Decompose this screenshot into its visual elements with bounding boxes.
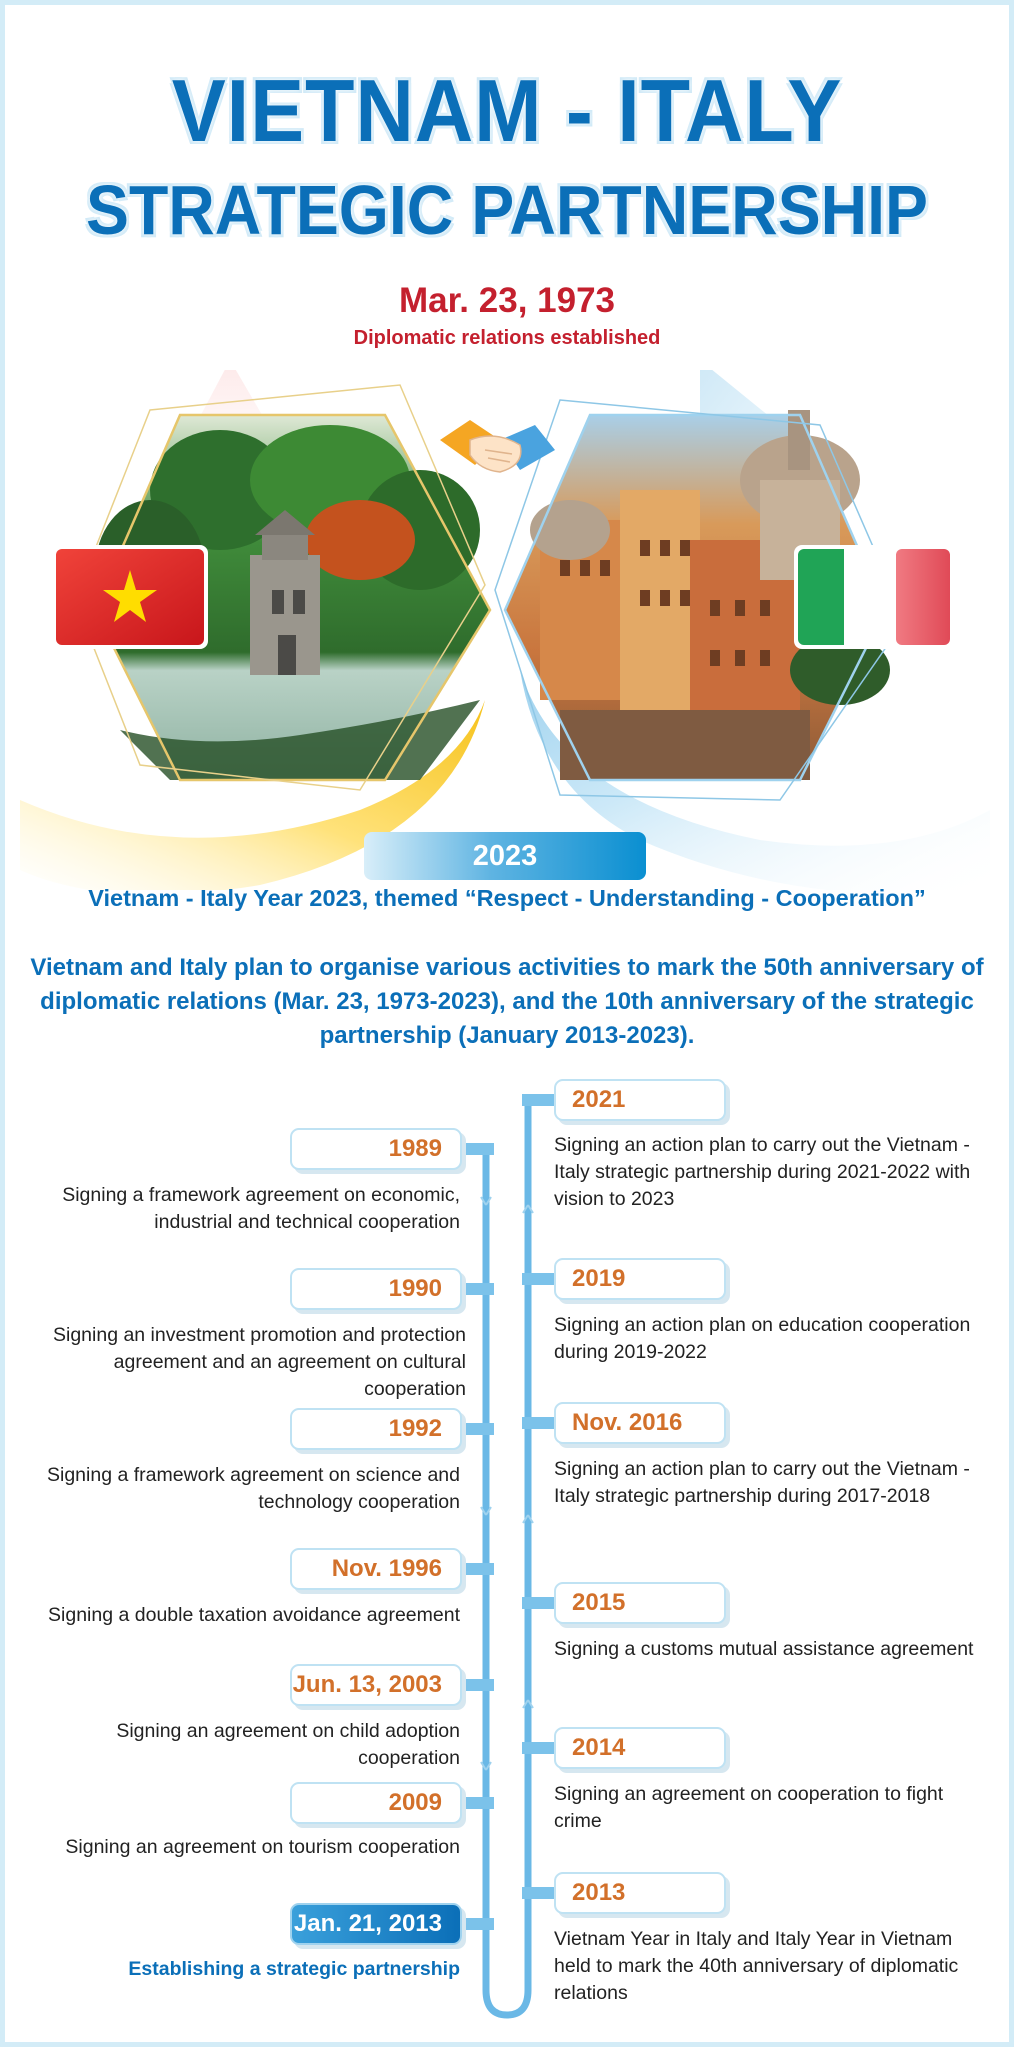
timeline-desc-2015: Signing a customs mutual assistance agreement xyxy=(554,1638,974,1660)
timeline-year-1990: 1990 xyxy=(290,1268,462,1310)
timeline xyxy=(0,1070,1014,2040)
established-label: Diplomatic relations established xyxy=(353,327,661,349)
timeline-year-1992: 1992 xyxy=(290,1408,462,1450)
year-2023-badge: 2023 xyxy=(364,832,646,880)
timeline-desc-nov-2016: Signing an action plan to carry out the Vietnam - Italy strategic partnership during 2017-2018 xyxy=(554,1458,970,1507)
timeline-desc-jun-2003: Signing an agreement on child adoption cooperation xyxy=(116,1720,460,1769)
timeline-desc-2019: Signing an action plan on education cooperation during 2019-2022 xyxy=(554,1314,971,1363)
timeline-desc-1990: Signing an investment promotion and protection agreement and an agreement on cultural cooperation xyxy=(52,1324,466,1400)
timeline-year-jan-2013: Jan. 21, 2013 xyxy=(290,1903,462,1945)
timeline-desc-2021: Signing an action plan to carry out the Vietnam - Italy strategic partnership during 2021-2022 with vision to 2023 xyxy=(554,1134,971,1210)
timeline-year-2013: 2013 xyxy=(554,1872,726,1914)
established-date: Mar. 23, 1973 xyxy=(399,281,615,320)
anniversary-plan-text: Vietnam and Italy plan to organise various activities to mark the 50th anniversary of diplomatic relations (Mar. 23, 1973-2023), and the 10th anniversary of the strategic partnership (January 2013-2023). xyxy=(30,954,984,1049)
page-title: VIETNAM - ITALY xyxy=(171,61,843,160)
timeline-year-jun-2003: Jun. 13, 2003 xyxy=(290,1664,462,1706)
timeline-year-2019: 2019 xyxy=(554,1258,726,1300)
timeline-year-nov-2016: Nov. 2016 xyxy=(554,1402,726,1444)
timeline-desc-2009: Signing an agreement on tourism cooperation xyxy=(65,1836,460,1858)
italy-flag xyxy=(794,545,954,649)
timeline-desc-nov-1996: Signing a double taxation avoidance agreement xyxy=(48,1604,460,1626)
timeline-year-2021: 2021 xyxy=(554,1079,726,1121)
timeline-year-nov-1996: Nov. 1996 xyxy=(290,1548,462,1590)
vietnam-flag xyxy=(52,545,208,649)
timeline-year-2014: 2014 xyxy=(554,1727,726,1769)
timeline-desc-jan-2013: Establishing a strategic partnership xyxy=(128,1958,460,1980)
timeline-desc-2014: Signing an agreement on cooperation to fight crime xyxy=(554,1783,944,1832)
timeline-year-2009: 2009 xyxy=(290,1782,462,1824)
timeline-year-1989: 1989 xyxy=(290,1128,462,1170)
timeline-desc-1992: Signing a framework agreement on science and technology cooperation xyxy=(47,1464,460,1513)
timeline-desc-2013: Vietnam Year in Italy and Italy Year in Vietnam held to mark the 40th anniversary of diplomatic relations xyxy=(554,1928,959,2004)
page-subtitle: STRATEGIC PARTNERSHIP xyxy=(85,171,929,249)
year-2023-theme: Vietnam - Italy Year 2023, themed “Respect - Understanding - Cooperation” xyxy=(88,885,926,911)
timeline-year-2015: 2015 xyxy=(554,1582,726,1624)
hero-illustration xyxy=(0,370,1014,890)
timeline-desc-1989: Signing a framework agreement on economic, industrial and technical cooperation xyxy=(62,1184,460,1233)
